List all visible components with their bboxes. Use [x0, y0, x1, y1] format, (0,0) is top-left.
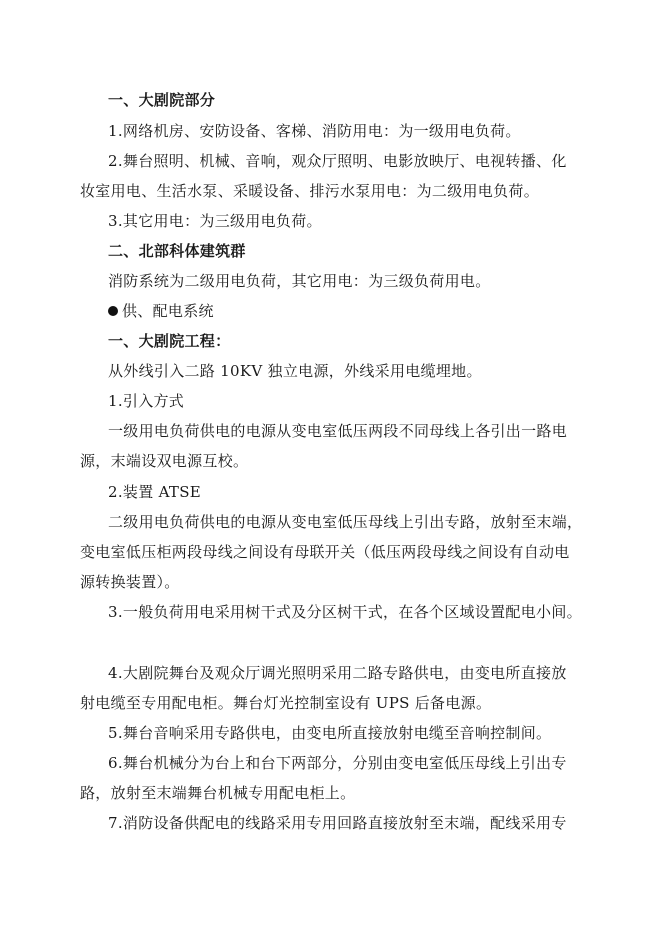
section-heading-grand-theater: 一、大剧院部分 — [108, 91, 216, 109]
bullet-item — [108, 301, 214, 321]
paragraph-line: 2.舞台照明、机械、音响，观众厅照明、电影放映厅、电视转播、化 — [108, 152, 567, 170]
bullet-text: 供、配电系统 — [122, 302, 214, 320]
paragraph-line: 5.舞台音响采用专路供电，由变电所直接放射电缆至音响控制间。 — [108, 724, 552, 742]
section-heading-theater-engineering: 一、大剧院工程： — [108, 332, 231, 350]
paragraph-line: 一级用电负荷供电的电源从变电室低压两段不同母线上各引出一路电 — [108, 422, 568, 440]
paragraph-line: 3.一般负荷用电采用树干式及分区树干式，在各个区域设置配电小间。 — [108, 603, 582, 621]
paragraph-line: 6.舞台机械分为台上和台下两部分，分别由变电室低压母线上引出专 — [108, 754, 567, 772]
paragraph-line: 从外线引入二路 10KV 独立电源，外线采用电缆埋地。 — [108, 362, 482, 380]
paragraph-line: 源转换装置）。 — [80, 573, 180, 591]
paragraph-line: 1.引入方式 — [108, 392, 185, 410]
paragraph-line: 二级用电负荷供电的电源从变电室低压母线上引出专路，放射至末端， — [108, 513, 583, 531]
paragraph-line: 7.消防设备供配电的线路采用专用回路直接放射至末端，配线采用专 — [108, 814, 567, 832]
paragraph-line: 射电缆至专用配电柜。舞台灯光控制室设有 UPS 后备电源。 — [80, 694, 492, 712]
paragraph-line: 妆室用电、生活水泵、采暖设备、排污水泵用电：为二级用电负荷。 — [80, 182, 540, 200]
section-heading-north-buildings: 二、北部科体建筑群 — [108, 242, 246, 260]
paragraph-line: 源，末端设双电源互校。 — [80, 452, 249, 470]
paragraph-line: 消防系统为二级用电负荷，其它用电：为三级负荷用电。 — [108, 272, 491, 290]
paragraph-line: 4.大剧院舞台及观众厅调光照明采用二路专路供电，由变电所直接放 — [108, 664, 567, 682]
paragraph-line: 3.其它用电：为三级用电负荷。 — [108, 212, 322, 230]
bullet-dot-icon — [108, 306, 118, 316]
paragraph-line: 1.网络机房、安防设备、客梯、消防用电：为一级用电负荷。 — [108, 122, 521, 140]
paragraph-line: 2.装置 ATSE — [108, 483, 202, 501]
paragraph-line: 路，放射至末端舞台机械专用配电柜上。 — [80, 784, 356, 802]
paragraph-line: 变电室低压柜两段母线之间设有母联开关（低压两段母线之间设有自动电 — [80, 543, 570, 561]
